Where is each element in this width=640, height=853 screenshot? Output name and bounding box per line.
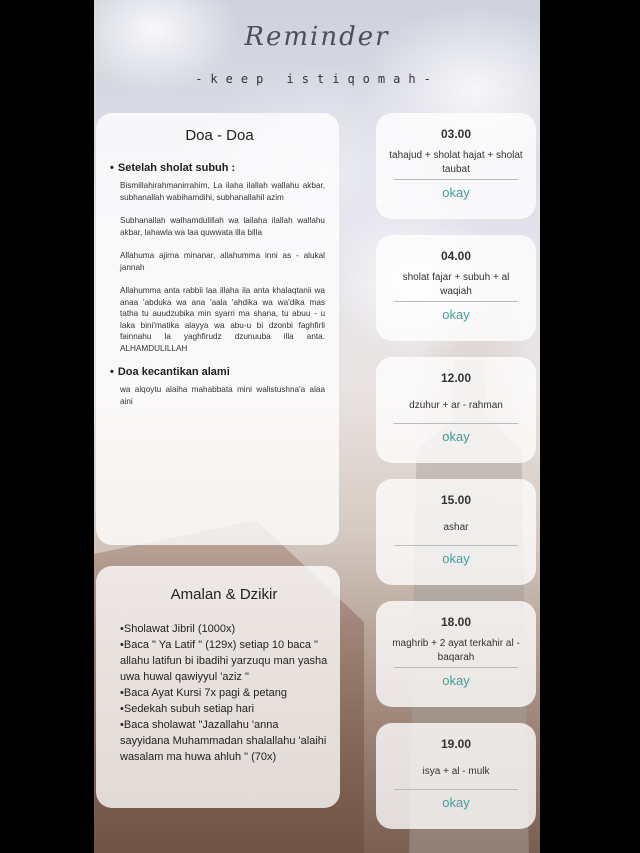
reminder-description: tahajud + sholat hajat + sholat taubat [389,150,523,175]
reminder-description: isya + al - mulk [422,766,490,777]
reminder-card-1200 [376,357,536,463]
reminder-description: dzuhur + ar - rahman [409,400,503,411]
reminder-card-1500 [376,479,536,585]
reminder-time: 04.00 [440,249,472,263]
doa-paragraph: Subhanallah walhamdulillah wa lailaha ilallah wallahu akbar, lahawla wa laa quwwata illa billa [120,216,325,237]
doa-section-kecantikan-title: • Doa kecantikan alami [110,366,325,378]
okay-button[interactable]: okay [436,306,475,323]
okay-button[interactable]: okay [436,428,475,445]
okay-button[interactable]: okay [436,184,475,201]
reminder-description: sholat fajar + subuh + al waqiah [402,272,510,297]
okay-button[interactable]: okay [436,550,475,567]
divider [394,667,518,668]
divider [394,545,518,546]
reminder-card-0300 [376,113,536,219]
reminder-card-1800 [376,601,536,707]
doa-card-title: Doa - Doa [185,127,254,144]
reminder-time: 18.00 [440,615,472,629]
doa-kecantikan-text: wa alqoytu alaiha mahabbata mini walistushna'a alaa aini [120,385,325,406]
doa-section-subuh-title: • Setelah sholat subuh : [110,162,325,174]
list-item: • Baca sholawat "Jazallahu 'anna sayyidana Muhammadan shalallahu 'alaihi wasalam ma huwa ahluh " (70x) [120,717,328,765]
okay-button[interactable]: okay [436,672,475,689]
page-title: Reminder [244,22,390,52]
doa-card [96,113,339,545]
okay-button[interactable]: okay [436,794,475,811]
reminder-time: 12.00 [440,371,472,385]
reminder-time: 19.00 [440,737,472,751]
divider [394,423,518,424]
reminder-time: 03.00 [440,127,472,141]
reminder-description: ashar [443,522,469,533]
list-item: • Sholawat Jibril (1000x) [120,621,328,637]
reminder-card-0400 [376,235,536,341]
divider [394,789,518,790]
divider [394,179,518,180]
amalan-card [96,566,340,808]
poster-canvas [94,0,540,853]
list-item: • Baca Ayat Kursi 7x pagi & petang [120,685,328,701]
amalan-card-title: Amalan & Dzikir [170,586,278,603]
list-item: • Baca " Ya Latif " (129x) setiap 10 baca " allahu latifun bi ibadihi yarzuqu man yasha uwa huwal qawiyyul 'aziz " [120,637,328,685]
reminder-card-1900 [376,723,536,829]
page-subtitle: -keep istiqomah- [195,72,439,86]
doa-paragraph: Allahumma anta rabbii laa illaha ila anta khalaqtanii wa anaa 'abduka wa ana 'aala 'ahdika wa wa'dika mas tatha tu auudzubika min syarri ma shana, tu abuu - u laka bini'matika alayya wa abu-u bi dzonbi faghfirli fainnahu la yaghfirudz dzunuuba illa anta. ALHAMDULILLAH [120,286,325,353]
amalan-list [120,621,328,765]
list-item: • Sedekah subuh setiap hari [120,701,328,717]
reminder-description: maghrib + 2 ayat terkahir al - baqarah [392,638,520,663]
doa-paragraph: Bismillahirahmanirrahim, La ilaha ilallah wallahu akbar, subhanallah wabihamdihi, subhanallahil azim [120,181,325,202]
doa-paragraph: Allahuma ajirna minanar, allahumma inni as - alukal jannah [120,251,325,272]
divider [394,301,518,302]
reminder-time: 15.00 [440,493,472,507]
